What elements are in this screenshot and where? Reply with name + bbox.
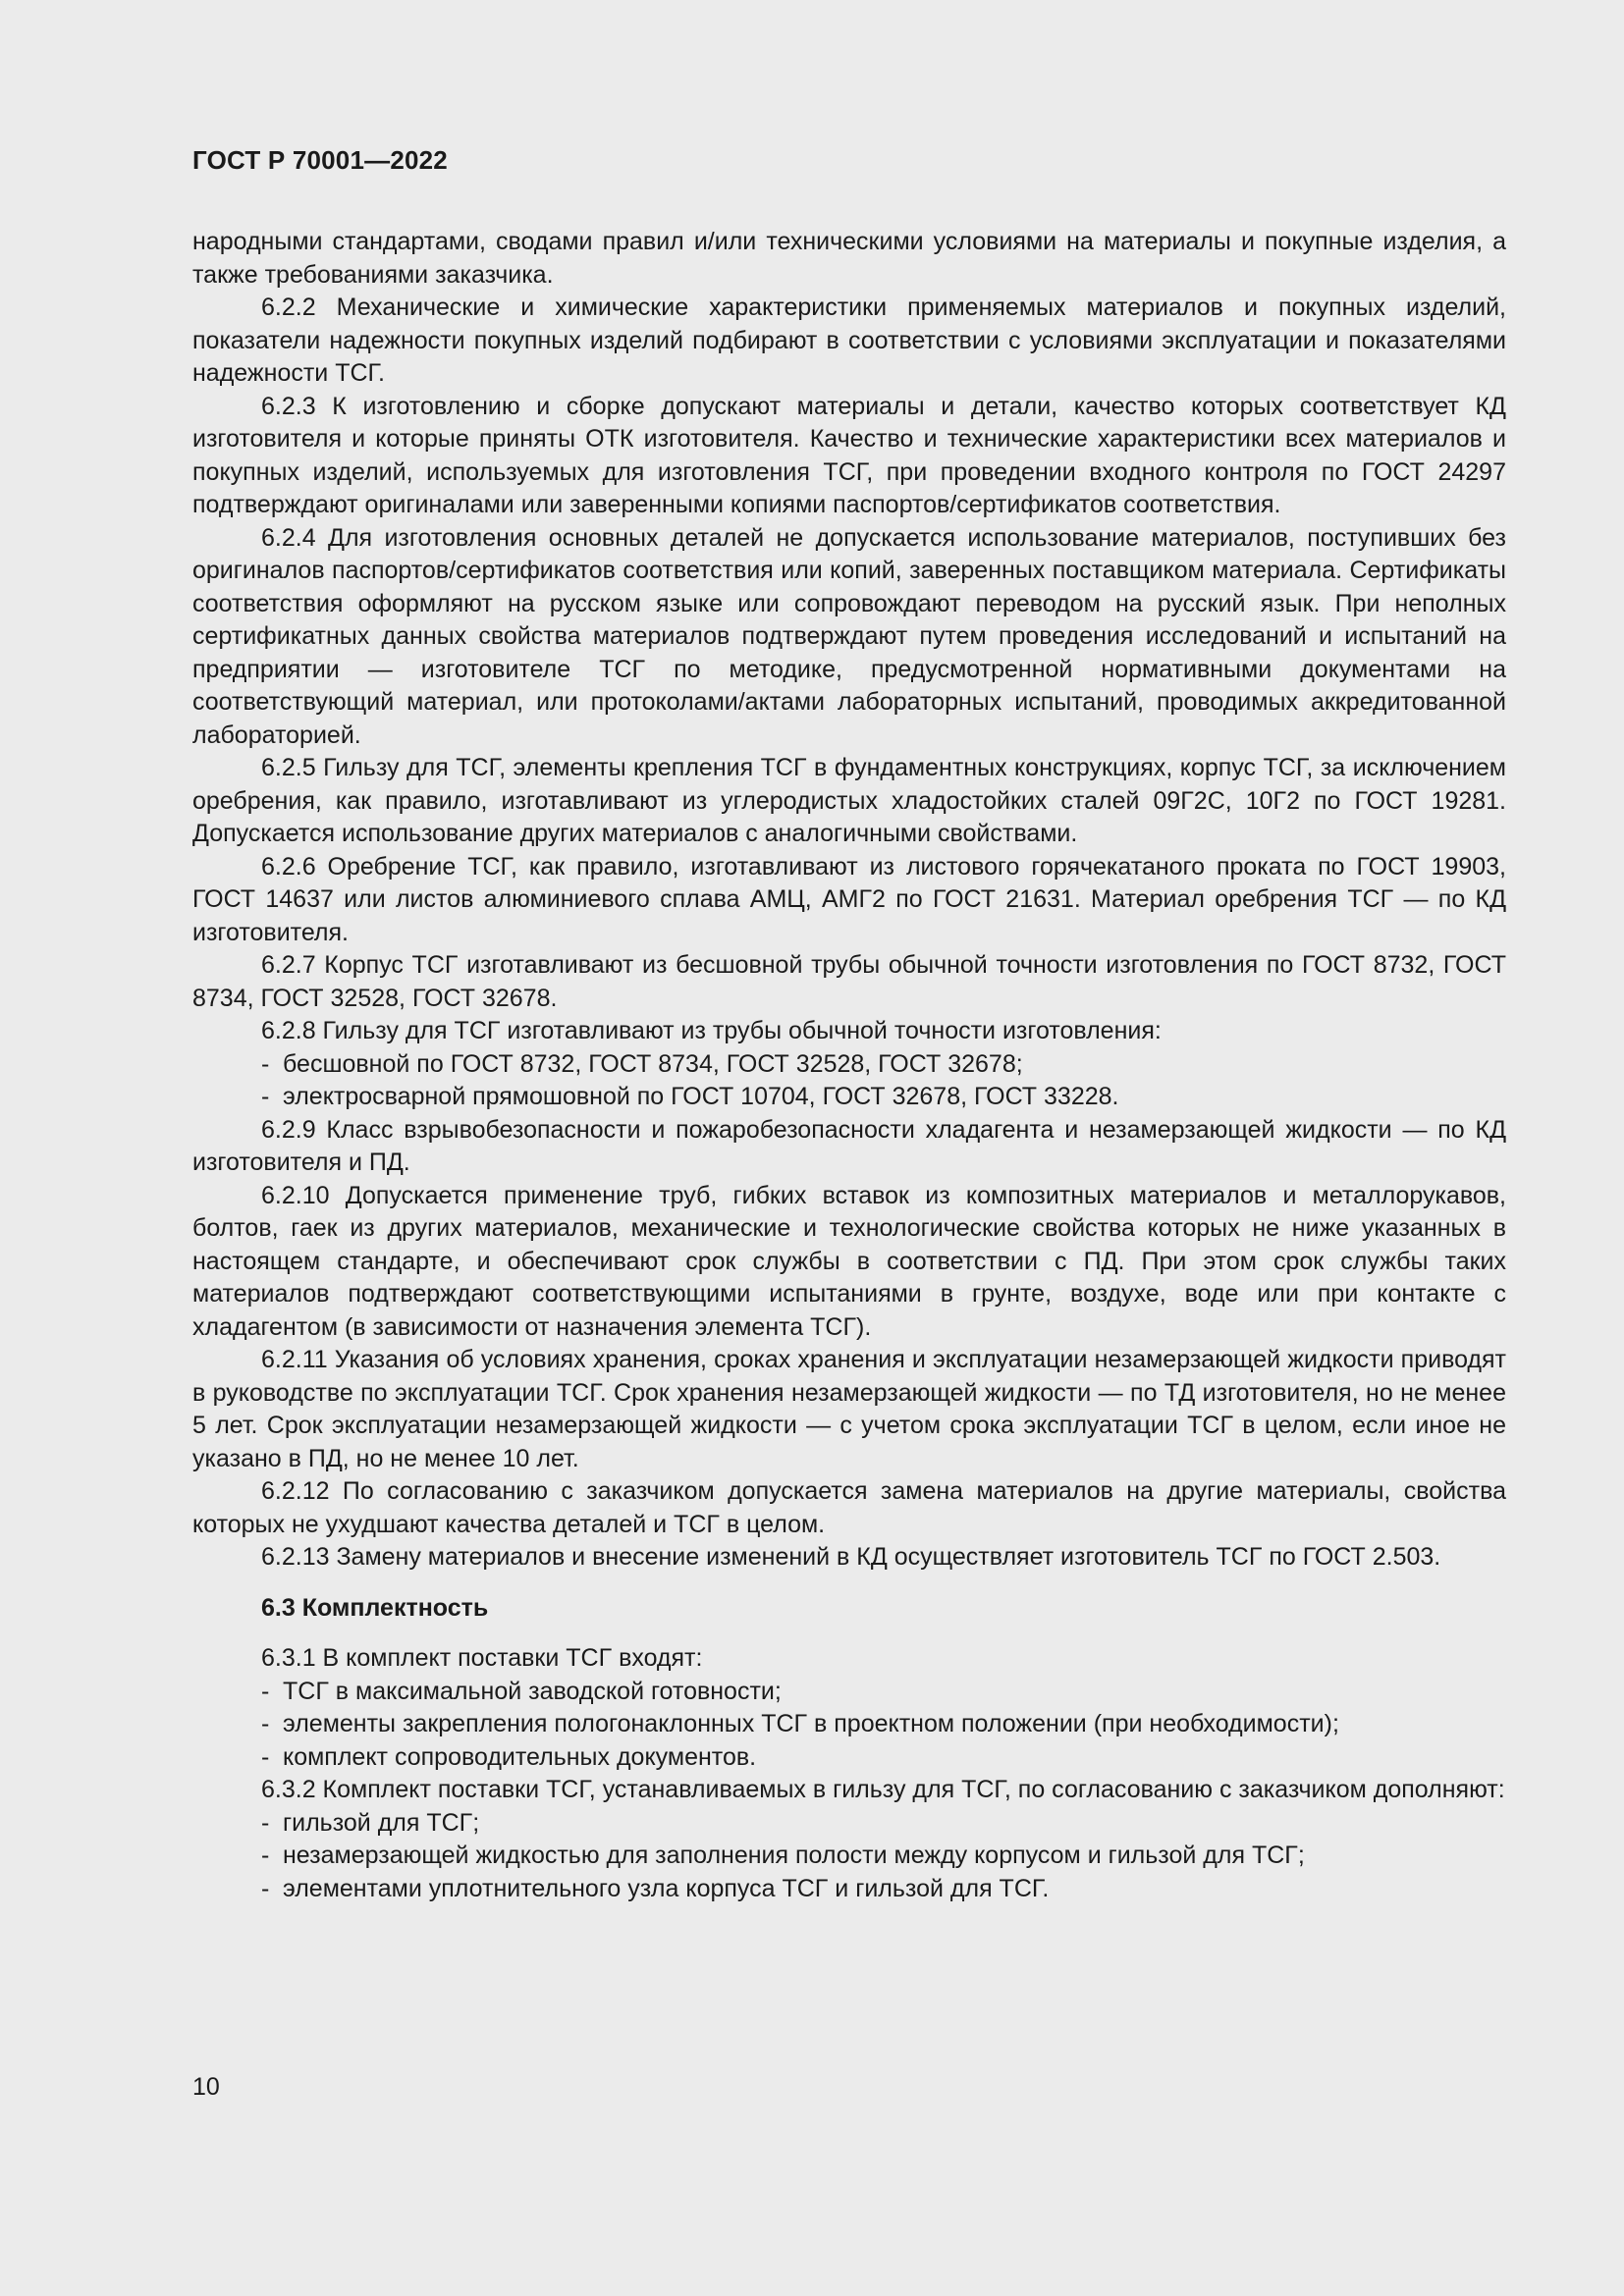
list-item-text: бесшовной по ГОСТ 8732, ГОСТ 8734, ГОСТ 32528, ГОСТ 32678;	[283, 1049, 1023, 1078]
paragraph-6-2-6: 6.2.6 Оребрение ТСГ, как правило, изготавливают из листового горячекатаного проката по ГОСТ 19903, ГОСТ 14637 или листов алюминиевого сплава АМЦ, АМГ2 по ГОСТ 21631. Материал оребрения ТСГ — по КД изготовителя.	[192, 852, 1506, 946]
paragraph-6-2-4: 6.2.4 Для изготовления основных деталей не допускается использование материалов, поступивших без оригиналов паспортов/сертификатов соответствия или копий, заверенных поставщиком материала. Сертификаты соответствия оформляют на русском языке или сопровождают переводом на русский язык. При неполных сертификатных данных свойства материалов подтверждают путем проведения исследований и испытаний на предприятии — изготовителе ТСГ по методике, предусмотренной нормативными документами на соответствующий материал, или протоколами/актами лабораторных испытаний, проводимых аккредитованной лабораторией.	[192, 523, 1506, 749]
list-item	[192, 1676, 1506, 1709]
paragraph-6-2-11: 6.2.11 Указания об условиях хранения, сроках хранения и эксплуатации незамерзающей жидкости приводят в руководстве по эксплуатации ТСГ. Срок хранения незамерзающей жидкости — по ТД изготовителя, но не менее 5 лет. Срок эксплуатации незамерзающей жидкости — с учетом срока эксплуатации ТСГ в целом, если иное не указано в ПД, но не менее 10 лет.	[192, 1346, 1506, 1472]
list-item-text: электросварной прямошовной по ГОСТ 10704, ГОСТ 32678, ГОСТ 33228.	[283, 1083, 1119, 1110]
document-code-header: ГОСТ Р 70001—2022	[192, 145, 448, 175]
paragraph-6-2-2: 6.2.2 Механические и химические характеристики применяемых материалов и покупных изделий, показатели надежности покупных изделий подбирают в соответствии с условиями эксплуатации и показателями надежности ТСГ.	[192, 294, 1506, 387]
list-item	[192, 1873, 1506, 1906]
list-dash: -	[261, 1874, 270, 1902]
list-item	[192, 1048, 1506, 1082]
list-item	[192, 1807, 1506, 1841]
list-item	[192, 1708, 1506, 1741]
list-item-text: гильзой для ТСГ;	[283, 1808, 480, 1837]
paragraph-6-2-13: 6.2.13 Замену материалов и внесение изменений в КД осуществляет изготовитель ТСГ по ГОСТ 2.503.	[261, 1543, 1441, 1571]
list-dash: -	[261, 1742, 270, 1771]
list-item	[192, 1840, 1506, 1873]
section-heading-6-3: 6.3 Комплектность	[261, 1593, 489, 1622]
paragraph-6-3-2: 6.3.2 Комплект поставки ТСГ, устанавливаемых в гильзу для ТСГ, по согласованию с заказчиком дополняют:	[261, 1776, 1505, 1803]
list-item-text: комплект сопроводительных документов.	[283, 1742, 757, 1771]
paragraph-6-2-12: 6.2.12 По согласованию с заказчиком допускается замена материалов на другие материалы, свойства которых не ухудшают качества деталей и ТСГ в целом.	[192, 1477, 1506, 1538]
list-dash: -	[261, 1049, 270, 1078]
list-item	[192, 1081, 1506, 1114]
paragraph-6-2-3: 6.2.3 К изготовлению и сборке допускают материалы и детали, качество которых соответствует КД изготовителя и которые приняты ОТК изготовителя. Качество и технические характеристики всех материалов и покупных изделий, используемых для изготовления ТСГ, при проведении входного контроля по ГОСТ 24297 подтверждают оригиналами или заверенными копиями паспортов/сертификатов соответствия.	[192, 392, 1506, 518]
paragraph-6-2-7: 6.2.7 Корпус ТСГ изготавливают из бесшовной трубы обычной точности изготовления по ГОСТ 8732, ГОСТ 8734, ГОСТ 32528, ГОСТ 32678.	[192, 951, 1506, 1012]
list-item-text: ТСГ в максимальной заводской готовности;	[283, 1677, 782, 1705]
paragraph-6-2-5: 6.2.5 Гильзу для ТСГ, элементы крепления ТСГ в фундаментных конструкциях, корпус ТСГ, за исключением оребрения, как правило, изготавливают из углеродистых хладостойких сталей 09Г2С, 10Г2 по ГОСТ 19281. Допускается использование других материалов с аналогичными свойствами.	[192, 754, 1506, 847]
page-number: 10	[192, 2073, 220, 2101]
list-item-text: элементами уплотнительного узла корпуса ТСГ и гильзой для ТСГ.	[283, 1874, 1050, 1902]
paragraph-6-3-1: 6.3.1 В комплект поставки ТСГ входят:	[261, 1644, 703, 1672]
list-item	[192, 1741, 1506, 1775]
document-body	[192, 226, 1506, 1905]
paragraph-6-2-9: 6.2.9 Класс взрывобезопасности и пожаробезопасности хладагента и незамерзающей жидкости — по КД изготовителя и ПД.	[192, 1115, 1506, 1176]
list-dash: -	[261, 1677, 270, 1705]
list-dash: -	[261, 1842, 270, 1869]
list-dash: -	[261, 1808, 270, 1837]
list-dash: -	[261, 1083, 270, 1110]
paragraph-intro-continuation: народными стандартами, сводами правил и/или техническими условиями на материалы и покупные изделия, а также требованиями заказчика.	[192, 228, 1506, 289]
list-item-text: незамерзающей жидкостью для заполнения полости между корпусом и гильзой для ТСГ;	[283, 1842, 1305, 1869]
paragraph-6-2-10: 6.2.10 Допускается применение труб, гибких вставок из композитных материалов и металлорукавов, болтов, гаек из других материалов, механические и технологические свойства которых не ниже указанных в настоящем стандарте, и обеспечивают срок службы в соответствии с ПД. При этом срок службы таких материалов подтверждают соответствующими испытаниями в грунте, воздухе, воде или при контакте с хладагентом (в зависимости от назначения элемента ТСГ).	[192, 1181, 1506, 1341]
list-item-text: элементы закрепления пологонаклонных ТСГ в проектном положении (при необходимости);	[283, 1710, 1339, 1737]
paragraph-6-2-8: 6.2.8 Гильзу для ТСГ изготавливают из трубы обычной точности изготовления:	[261, 1017, 1162, 1044]
list-dash: -	[261, 1710, 270, 1737]
